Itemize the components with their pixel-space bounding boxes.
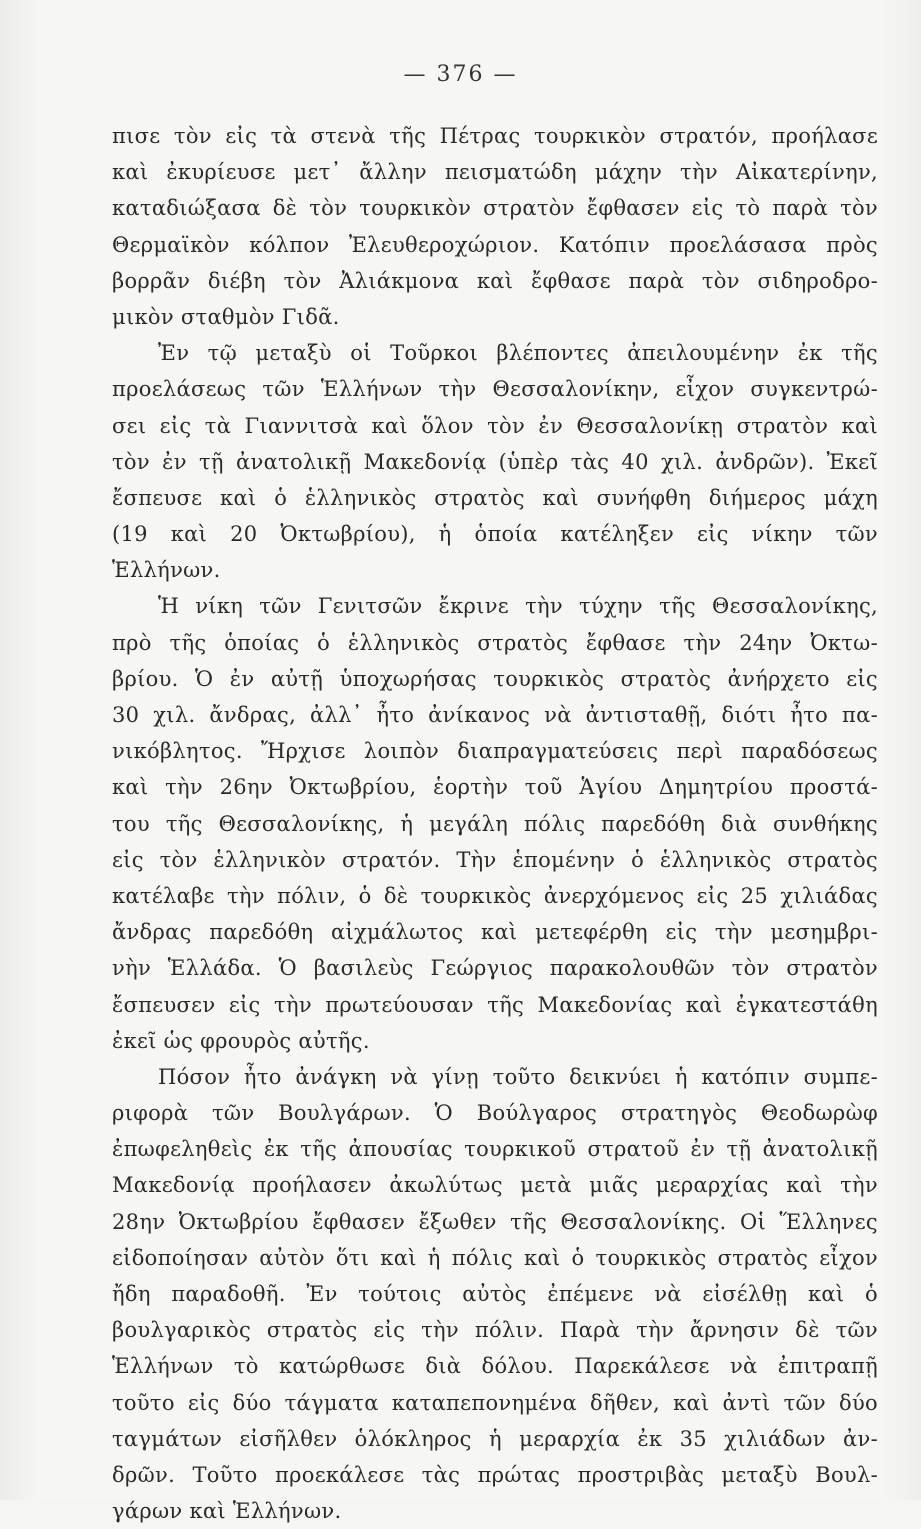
text-line: σει εἰς τὰ Γιαννιτσὰ καὶ ὅλον τὸν ἐν Θεσσαλονίκῃ στρατὸν καὶ (112, 413, 878, 438)
text-line: δρῶν. Τοῦτο προεκάλεσε τὰς πρώτας προστριβὰς μεταξὺ Βουλ- (112, 1462, 878, 1487)
text-line: μικὸν σταθμὸν Γιδᾶ. (112, 304, 340, 329)
text-line: βορρᾶν διέβη τὸν Ἀλιάκμονα καὶ ἔφθασε παρὰ τὸν σιδηροδρο- (112, 268, 878, 293)
text-line: ἐπωφεληθεὶς ἐκ τῆς ἀπουσίας τουρκικοῦ στρατοῦ ἐν τῇ ἀνατολικῇ (112, 1137, 878, 1162)
text-line: πισε τὸν εἰς τὰ στενὰ τῆς Πέτρας τουρκικὸν στρατόν, προήλασε (112, 124, 878, 148)
text-line: ταγμάτων εἰσῆλθεν ὁλόκληρος ἡ μεραρχία ἐκ 35 χιλιάδων ἀν- (112, 1426, 878, 1451)
text-line: βρίου. Ὁ ἐν αὐτῇ ὑποχωρήσας τουρκικὸς στρατὸς ἀνήρχετο εἰς (112, 666, 878, 691)
text-line: εἰς τὸν ἑλληνικὸν στρατόν. Τὴν ἑπομένην ὁ ἑλληνικὸς στρατὸς (112, 847, 878, 872)
text-line: ἔσπευσεν εἰς τὴν πρωτεύουσαν τῆς Μακεδονίας καὶ ἐγκατεστάθη (112, 992, 878, 1017)
text-line: 30 χιλ. ἄνδρας, ἀλλ᾽ ἦτο ἀνίκανος νὰ ἀντισταθῇ, διότι ἦτο πα- (112, 703, 878, 727)
text-line: Θερμαϊκὸν κόλπον Ἐλευθεροχώριον. Κατόπιν προελάσασα πρὸς (112, 232, 878, 257)
text-line: Μακεδονίᾳ προήλασεν ἀκωλύτως μετὰ μιᾶς μεραρχίας καὶ τὴν (112, 1173, 878, 1198)
text-line: κατέλαβε τὴν πόλιν, ὁ δὲ τουρκικὸς ἀνερχόμενος εἰς 25 χιλιάδας (112, 883, 878, 908)
text-line: νικόβλητος. Ἤρχισε λοιπὸν διαπραγματεύσεις περὶ παραδόσεως (112, 739, 878, 764)
page-number: — 376 — (403, 62, 518, 87)
text-line: τὸν ἐν τῇ ἀνατολικῇ Μακεδονίᾳ (ὑπὲρ τὰς 40 χιλ. ἀνδρῶν). Ἐκεῖ (112, 449, 878, 474)
text-line: Ἑλλήνων τὸ κατώρθωσε διὰ δόλου. Παρεκάλεσε νὰ ἐπιτραπῇ (112, 1354, 878, 1379)
text-line: βουλγαρικὸς στρατὸς εἰς τὴν πόλιν. Παρὰ τὴν ἄρνησιν δὲ τῶν (112, 1318, 878, 1343)
text-line: του τῆς Θεσσαλονίκης, ἡ μεγάλη πόλις παρεδόθη διὰ συνθήκης (112, 811, 878, 836)
text-line: καὶ τὴν 26ην Ὀκτωβρίου, ἑορτὴν τοῦ Ἁγίου Δημητρίου προστά- (112, 775, 878, 800)
text-line: ἔσπευσε καὶ ὁ ἑλληνικὸς στρατὸς καὶ συνήφθη διήμερος μάχη (112, 485, 878, 510)
text-line: νὴν Ἑλλάδα. Ὁ βασιλεὺς Γεώργιος παρακολουθῶν τὸν στρατὸν (112, 956, 878, 981)
text-line: ἄνδρας παρεδόθη αἰχμάλωτος καὶ μετεφέρθη εἰς τὴν μεσημβρι- (112, 920, 878, 945)
text-line: ριφορὰ τῶν Βουλγάρων. Ὁ Βούλγαρος στρατηγὸς Θεοδωρὼφ (112, 1101, 878, 1126)
text-line: ἐκεῖ ὡς φρουρὸς αὐτῆς. (112, 1028, 370, 1053)
text-line: εἰδοποίησαν αὐτὸν ὅτι καὶ ἡ πόλις καὶ ὁ τουρκικὸς στρατὸς εἶχον (112, 1245, 878, 1270)
text-line: Ἡ νίκη τῶν Γενιτσῶν ἔκρινε τὴν τύχην τῆς Θεσσαλονίκης, (158, 594, 878, 619)
text-line: (19 καὶ 20 Ὀκτωβρίου), ἡ ὁποία κατέληξεν εἰς νίκην τῶν (112, 522, 878, 547)
text-line: καταδιώξασα δὲ τὸν τουρκικὸν στρατὸν ἔφθασεν εἰς τὸ παρὰ τὸν (112, 196, 878, 221)
text-line: γάρων καὶ Ἑλλήνων. (112, 1499, 342, 1524)
body-text (112, 118, 878, 1529)
text-line: Πόσον ἦτο ἀνάγκη νὰ γίνῃ τοῦτο δεικνύει ἡ κατόπιν συμπε- (158, 1064, 878, 1089)
text-line: προελάσεως τῶν Ἑλλήνων τὴν Θεσσαλονίκην, εἶχον συγκεντρώ- (112, 377, 878, 402)
text-line: ἤδη παραδοθῆ. Ἐν τούτοις αὐτὸς ἐπέμενε νὰ εἰσέλθῃ καὶ ὁ (112, 1282, 878, 1306)
text-line: πρὸ τῆς ὁποίας ὁ ἑλληνικὸς στρατὸς ἔφθασε τὴν 24ην Ὀκτω- (112, 630, 878, 655)
text-line: καὶ ἐκυρίευσε μετ᾽ ἄλλην πεισματώδη μάχην τὴν Αἰκατερίνην, (112, 160, 878, 185)
text-line: Ἐν τῷ μεταξὺ οἱ Τοῦρκοι βλέποντες ἀπειλουμένην ἐκ τῆς (158, 341, 878, 366)
text-line: 28ην Ὀκτωβρίου ἔφθασεν ἔξωθεν τῆς Θεσσαλονίκης. Οἱ Ἕλληνες (112, 1209, 878, 1234)
text-line: τοῦτο εἰς δύο τάγματα καταπεπονημένα δῆθεν, καὶ ἀντὶ τῶν δύο (112, 1390, 878, 1415)
text-line: Ἑλλήνων. (112, 558, 221, 583)
